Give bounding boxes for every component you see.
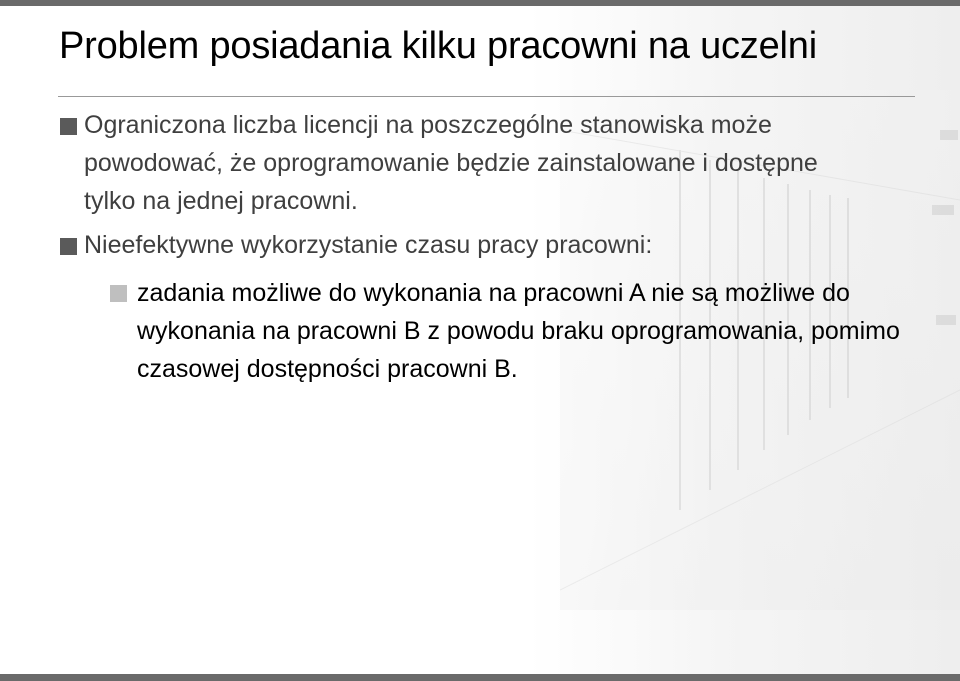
bullet-item-inefficient-use [60, 226, 820, 264]
title-divider [58, 96, 915, 97]
bottom-decorative-bar [0, 674, 960, 681]
slide-title: Problem posiadania kilku pracowni na uczelni [59, 25, 817, 67]
sub-bullet-item-tasks [110, 274, 900, 388]
sub-bullet-text: zadania możliwe do wykonania na pracowni A nie są możliwe do wykonania na pracowni B z powodu braku oprogramowania, pomimo czasowej dostępności pracowni B. [137, 279, 900, 383]
square-bullet-icon [60, 238, 77, 255]
bullet-text: Ograniczona liczba licencji na poszczególne stanowiska może powodować, że oprogramowanie będzie zainstalowane i dostępne tylko na jednej pracowni. [84, 111, 818, 215]
top-decorative-bar [0, 0, 960, 6]
bullet-item-licenses [60, 106, 820, 220]
square-sub-bullet-icon [110, 285, 127, 302]
square-bullet-icon [60, 118, 77, 135]
bullet-text: Nieefektywne wykorzystanie czasu pracy pracowni: [84, 231, 653, 259]
